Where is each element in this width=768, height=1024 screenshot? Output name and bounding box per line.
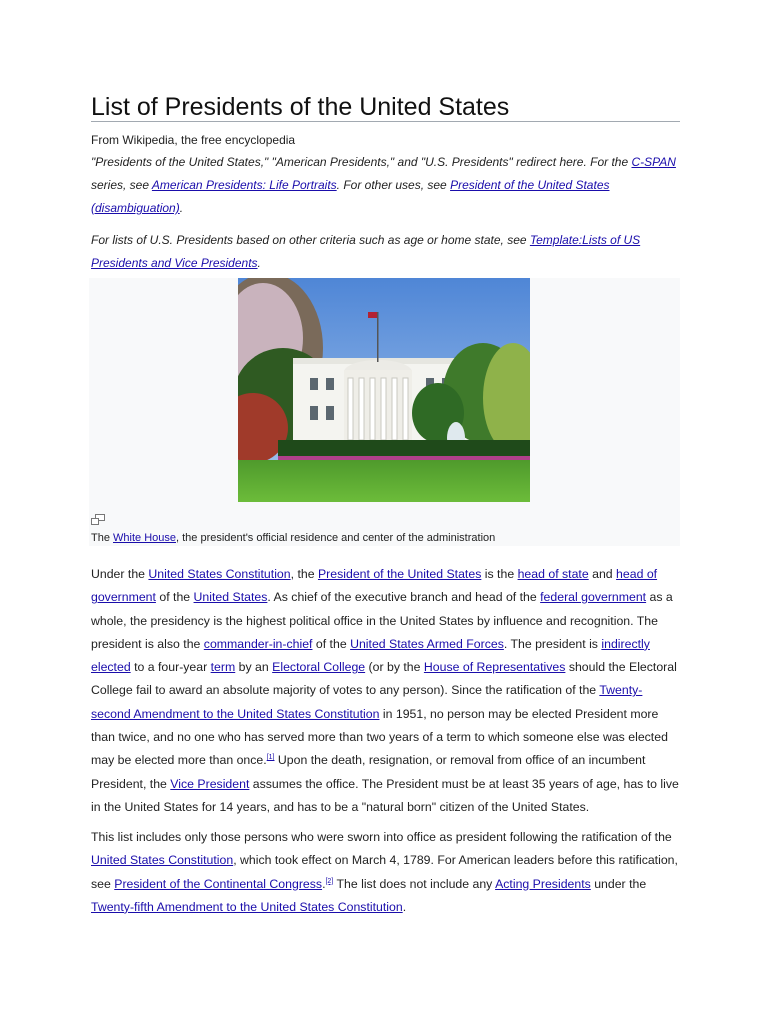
caption-text: , the president's official residence and center of the administration [176, 532, 496, 544]
link-c-span[interactable]: C-SPAN [631, 155, 676, 169]
link-american-presidents-life-portraits[interactable]: American Presidents: Life Portraits [151, 178, 337, 192]
link-president-disambiguation[interactable]: President of the United States (disambiguation) [91, 178, 610, 215]
link-commander-in-chief[interactable]: commander-in-chief [203, 636, 313, 651]
hatnote-text: . For other uses, see [336, 178, 451, 192]
hatnote-text: . [257, 256, 261, 270]
body-text: This list includes only those persons who were sworn into office as president following the ratification of the [91, 830, 672, 844]
link-house-of-representatives[interactable]: House of Representatives [423, 660, 566, 675]
link-acting-presidents[interactable]: Acting Presidents [495, 876, 591, 891]
body-text: . As chief of the executive branch and head of the [267, 590, 541, 605]
body-text: as a whole, the presidency is the highest political office in the United States by influence and recognition. The president is also the [91, 590, 673, 651]
hatnote-text: . [179, 201, 184, 215]
link-indirectly-elected[interactable]: indirectly elected [91, 636, 650, 675]
body-text: and [588, 567, 617, 581]
figure-caption [91, 531, 495, 545]
link-armed-forces[interactable]: United States Armed Forces [350, 636, 504, 651]
magnify-icon[interactable] [91, 512, 105, 523]
body-text: Under the [91, 567, 149, 581]
body-text: should the Electoral College fail to award an absolute majority of votes to any person). Since the ratification of the [91, 660, 677, 698]
link-head-of-state[interactable]: head of state [517, 567, 589, 581]
link-continental-congress[interactable]: President of the Continental Congress [114, 876, 323, 891]
body-text: , the [290, 567, 318, 581]
link-electoral-college[interactable]: Electoral College [272, 660, 366, 675]
white-house-figure [89, 278, 680, 546]
link-term[interactable]: term [210, 660, 236, 675]
scope-paragraph [91, 826, 680, 919]
link-president-of-us[interactable]: President of the United States [317, 567, 482, 581]
body-text: of the [155, 590, 194, 605]
reference-2[interactable]: [2] [325, 877, 334, 885]
body-text: (or by the [365, 660, 424, 675]
body-text: The list does not include any [333, 876, 496, 891]
intro-paragraph [91, 563, 680, 819]
link-vice-president[interactable]: Vice President [170, 776, 250, 791]
body-text: . The president is [503, 636, 602, 651]
caption-text: The [91, 532, 114, 544]
link-twenty-fifth-amendment[interactable]: Twenty-fifth Amendment to the United States Constitution [91, 899, 403, 914]
body-text: of the [312, 636, 351, 651]
hatnote-lists [91, 229, 680, 275]
body-text: , which took effect on March 4, 1789. For American leaders before this ratification, see [91, 853, 678, 891]
white-house-image[interactable] [238, 278, 530, 502]
body-text: in 1951, no person may be elected President more than twice, and no one who has served more than two years of a term to which someone else was elected may be elected more than once. [91, 706, 668, 768]
link-us-constitution[interactable]: United States Constitution [91, 853, 234, 868]
hatnote-redirect [91, 151, 680, 220]
body-text: is the [481, 567, 518, 581]
hatnote-text: series, see [91, 178, 152, 192]
page-title: List of Presidents of the United States [91, 93, 680, 122]
link-head-of-government[interactable]: head of government [91, 567, 658, 605]
body-text: under the [590, 876, 647, 891]
reference-1[interactable]: [1] [266, 754, 275, 762]
body-text: . [402, 899, 407, 914]
body-text: . [322, 876, 326, 891]
hatnote-text: "Presidents of the United States," "American Presidents," and "U.S. Presidents" redirect here. For the [91, 155, 632, 169]
body-text: Upon the death, resignation, or removal from office of an incumbent President, the [91, 753, 646, 791]
body-text: by an [235, 660, 273, 675]
link-twenty-second-amendment[interactable]: Twenty-second Amendment to the United States Constitution [91, 683, 643, 721]
body-text: to a four-year [130, 660, 211, 675]
link-federal-government[interactable]: federal government [540, 590, 647, 605]
link-white-house[interactable]: White House [113, 532, 176, 544]
site-tagline: From Wikipedia, the free encyclopedia [91, 133, 296, 147]
body-text: assumes the office. The President must be at least 35 years of age, has to live in the United States for 14 years, and has to be a "natural born" citizen of the United States. [91, 776, 679, 814]
link-us-constitution[interactable]: United States Constitution [148, 567, 291, 581]
link-united-states[interactable]: United States [193, 590, 268, 605]
link-template-lists[interactable]: Template:Lists of US Presidents and Vice Presidents [91, 233, 641, 270]
hatnote-text: For lists of U.S. Presidents based on other criteria such as age or home state, see [91, 233, 530, 247]
